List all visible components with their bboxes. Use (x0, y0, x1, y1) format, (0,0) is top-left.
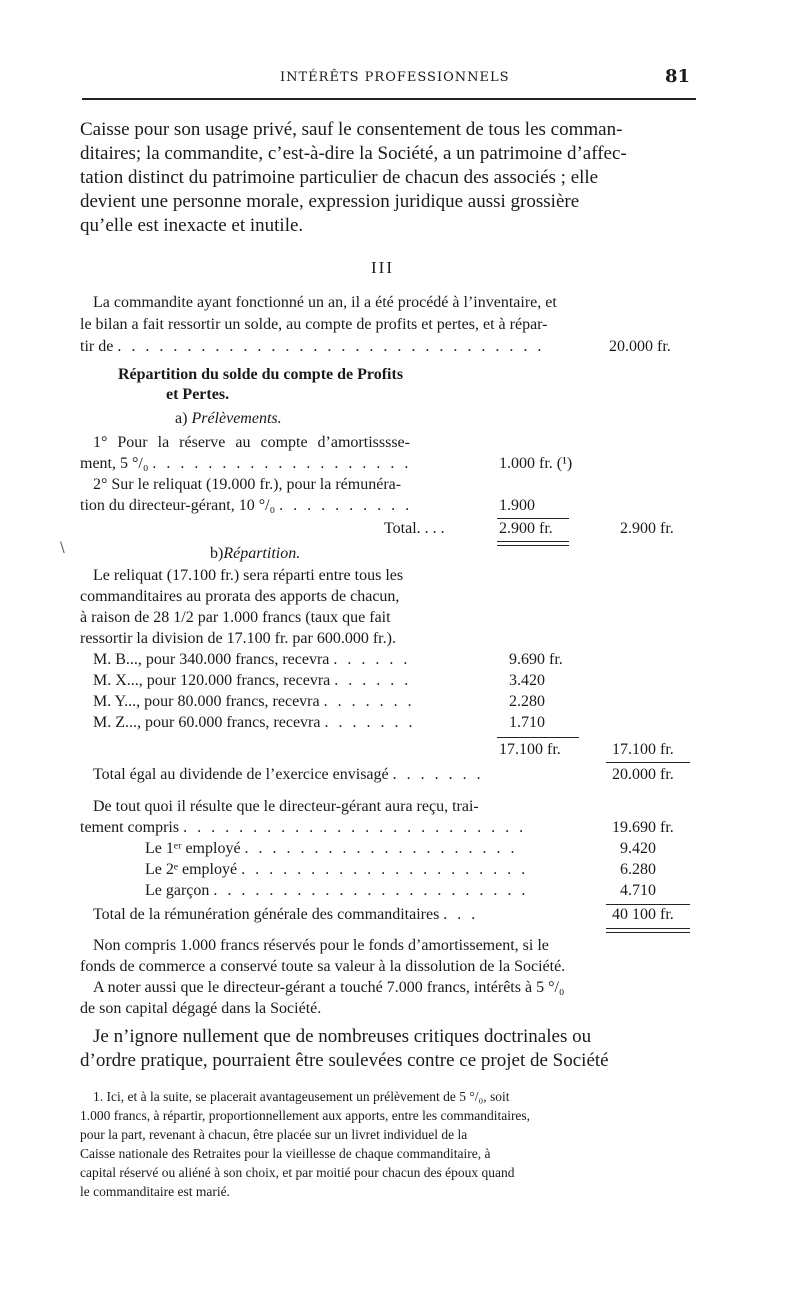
employee-row-amount: 6.280 (620, 861, 656, 878)
prelevement-item-1-label: ment, 5 °/₀ (80, 455, 149, 472)
page-number: 81 (665, 66, 691, 87)
total-double-rule (606, 928, 690, 933)
commandite-amount: 20.000 fr. (609, 338, 671, 355)
remuneration-total-line (93, 906, 478, 924)
repartition-heading (210, 545, 300, 563)
notes-line: A noter aussi que le directeur-gérant a touché 7.000 francs, intérêts à 5 °/₀ (93, 979, 565, 996)
repartition-title-line-2: et Pertes. (166, 386, 230, 403)
footnote-line: pour la part, revenant à chacun, être placée sur un livret individuel de la (80, 1127, 468, 1142)
leader-dots: . . . . . . (334, 672, 412, 689)
share-row-label: M. Z..., pour 60.000 francs, recevra (93, 714, 321, 731)
share-row-amount: 3.420 (509, 672, 545, 689)
prelevement-item-2-label: tion du directeur-gérant, 10 °/₀ (80, 497, 276, 514)
employee-row-label: Le 1ᵉʳ employé (145, 840, 241, 857)
repartition-line: commanditaires au prorata des apports de chacun, (80, 588, 400, 605)
prelevements-word: Prélèvements. (191, 410, 282, 427)
text-line: devient une personne morale, expression juridique aussi grossière (80, 191, 580, 212)
leader-dots: . . . (443, 906, 479, 923)
text-line: Je n’ignore nullement que de nombreuses critiques doctrinales ou (93, 1026, 592, 1047)
remuneration-director-amount: 19.690 fr. (612, 819, 674, 836)
employee-row (145, 840, 518, 858)
text-line: d’ordre pratique, pourraient être soulevées contre ce projet de Société (80, 1050, 609, 1071)
total-dividende-label: Total égal au dividende de l’exercice envisagé (93, 766, 389, 783)
leader-dots: . . . . . . (333, 651, 411, 668)
prelevements-total-amount: 2.900 fr. (499, 520, 553, 537)
share-row-amount: 2.280 (509, 693, 545, 710)
leader-dots: . . . . . . . . . . . . . . . . . . . . . . . (213, 882, 529, 899)
employee-row-amount: 4.710 (620, 882, 656, 899)
leader-dots: . . . . . . . (392, 766, 484, 783)
footnote-reference: (¹) (556, 455, 573, 472)
header-rule (82, 98, 696, 100)
total-dividende-line (93, 766, 484, 784)
repartition-line: ressortir la division de 17.100 fr. par 600.000 fr.). (80, 630, 396, 647)
leader-dots: . . . . . . . . . . . . . . . . . . . . . . . . . (183, 819, 527, 836)
repartition-line: à raison de 28 1/2 par 1.000 francs (taux que fait (80, 609, 391, 626)
commandite-line-3-text: tir de (80, 338, 114, 355)
remuneration-line-2-text: tement compris (80, 819, 180, 836)
prelevement-item-2-amount: 1.900 (499, 497, 535, 514)
prelevements-total-label: Total. . . . (384, 520, 445, 537)
share-row (93, 714, 415, 732)
text-line: Caisse pour son usage privé, sauf le consentement de tous les comman- (80, 119, 623, 140)
leader-dots: . . . . . . . . . . . . . . . . . . . . . . . . . . . . . . . (117, 338, 545, 355)
prelevement-item-1-line-1: 1° Pour la réserve au compte d’amortisssse- (93, 434, 410, 451)
commandite-line-1: La commandite ayant fonctionné un an, il a été procédé à l’inventaire, et (93, 294, 557, 311)
text-line: ditaires; la commandite, c’est-à-dire la Société, a un patrimoine d’affec- (80, 143, 627, 164)
leader-dots: . . . . . . . (323, 693, 415, 710)
text-line: tation distinct du patrimoine particulier de chacun des associés ; elle (80, 167, 599, 188)
prelevement-item-2-line-2 (80, 497, 412, 515)
footnote-line: Caisse nationale des Retraites pour la vieillesse de chaque commanditaire, à (80, 1146, 491, 1161)
share-row (93, 651, 410, 669)
share-row (93, 672, 411, 690)
intro-paragraph (80, 118, 695, 238)
prelevement-item-2-line-1: 2° Sur le reliquat (19.000 fr.), pour la rémunéra- (93, 476, 402, 493)
commandite-line-3 (80, 338, 544, 356)
text-line: qu’elle est inexacte et inutile. (80, 215, 304, 236)
section-number: III (371, 258, 394, 277)
prelevements-total-right: 2.900 fr. (620, 520, 674, 537)
footnote-line: capital réservé ou aliéné à son choix, et par moitié pour chacun des époux quand (80, 1165, 515, 1180)
employee-row (145, 861, 528, 879)
share-row-label: M. X..., pour 120.000 francs, recevra (93, 672, 331, 689)
margin-mark: \ (60, 540, 65, 556)
prelevements-letter: a) (175, 410, 188, 427)
repartition-title-line-1: Répartition du solde du compte de Profits (118, 366, 404, 383)
remuneration-line-1: De tout quoi il résulte que le directeur-gérant aura reçu, trai- (93, 798, 479, 815)
prelevement-item-1-amount (499, 455, 572, 473)
subtotal-rule (497, 518, 569, 519)
employee-row (145, 882, 528, 900)
share-row-amount: 1.710 (509, 714, 545, 731)
leader-dots: . . . . . . . . . . . . . . . . . . . . (244, 840, 518, 857)
prelevements-heading (175, 410, 282, 428)
repartition-subtotal: 17.100 fr. (499, 741, 561, 758)
footnote-line: 1. Ici, et à la suite, se placerait avantageusement un prélèvement de 5 °/₀, soit (93, 1089, 510, 1104)
subtotal-rule (606, 904, 690, 905)
leader-dots: . . . . . . . . . . (279, 497, 413, 514)
running-header-title: INTÉRÊTS PROFESSIONNELS (280, 70, 510, 85)
leader-dots: . . . . . . . . . . . . . . . . . . . . . (241, 861, 529, 878)
employee-row-label: Le 2ᵉ employé (145, 861, 238, 878)
subtotal-rule (497, 737, 579, 738)
closing-paragraph (80, 1025, 695, 1073)
footnote-line: 1.000 francs, à répartir, proportionnellement aux apports, entre les commanditaires, (80, 1108, 531, 1123)
repartition-letter: b) (210, 545, 224, 562)
remuneration-line-2 (80, 819, 526, 837)
total-double-rule (497, 541, 569, 546)
total-dividende-amount: 20.000 fr. (612, 766, 674, 783)
notes-line: Non compris 1.000 francs réservés pour le fonds d’amortissement, si le (93, 937, 549, 954)
repartition-word: Répartition. (223, 545, 301, 562)
share-row-amount: 9.690 fr. (509, 651, 563, 668)
share-row-label: M. B..., pour 340.000 francs, recevra (93, 651, 330, 668)
subtotal-rule (606, 762, 690, 763)
remuneration-total-label: Total de la rémunération générale des commanditaires (93, 906, 440, 923)
share-row-label: M. Y..., pour 80.000 francs, recevra (93, 693, 320, 710)
repartition-subtotal-right: 17.100 fr. (612, 741, 674, 758)
prelevement-item-1-line-2 (80, 455, 411, 473)
employee-row-label: Le garçon (145, 882, 210, 899)
leader-dots: . . . . . . . (324, 714, 416, 731)
commandite-line-2: le bilan a fait ressortir un solde, au compte de profits et pertes, et à répar- (80, 316, 548, 333)
leader-dots: . . . . . . . . . . . . . . . . . . . (152, 455, 412, 472)
footnote-line: le commanditaire est marié. (80, 1184, 230, 1199)
remuneration-total-amount: 40 100 fr. (612, 906, 674, 923)
prelevement-item-1-value: 1.000 fr. (499, 455, 553, 472)
repartition-line: Le reliquat (17.100 fr.) sera réparti entre tous les (93, 567, 404, 584)
notes-line: fonds de commerce a conservé toute sa valeur à la dissolution de la Société. (80, 958, 566, 975)
share-row (93, 693, 415, 711)
notes-line: de son capital dégagé dans la Société. (80, 1000, 322, 1017)
employee-row-amount: 9.420 (620, 840, 656, 857)
